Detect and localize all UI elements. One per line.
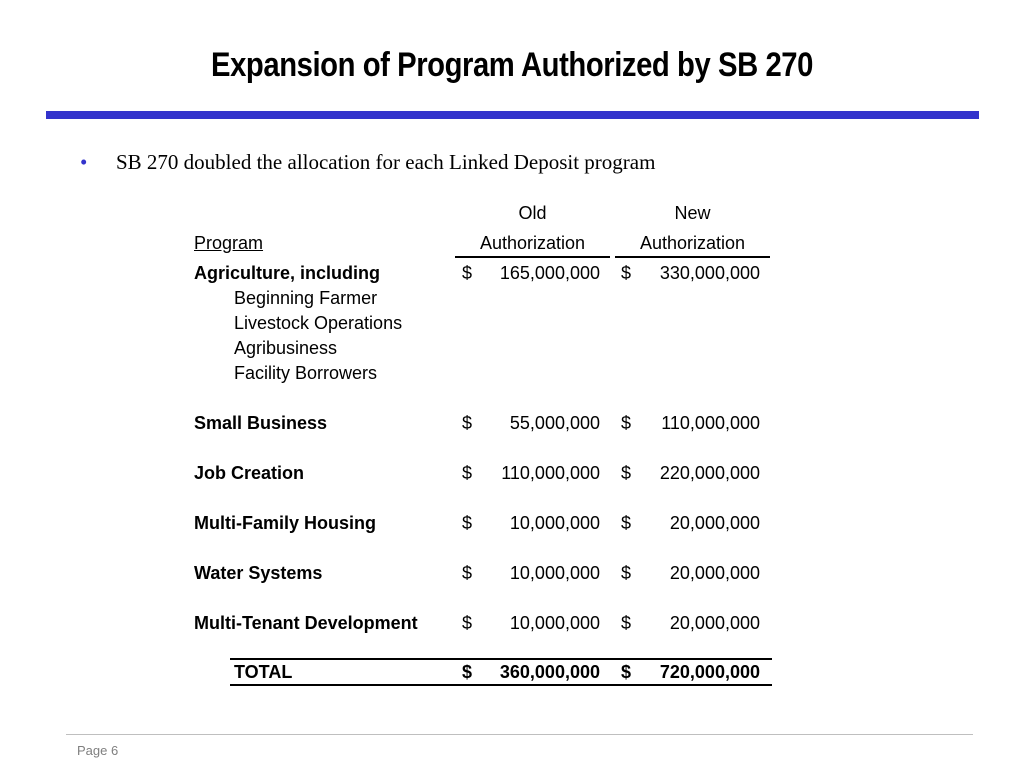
row-old-currency: $ <box>462 263 473 283</box>
old-header-line2: Authorization <box>479 233 586 253</box>
old-header-line1: Old <box>518 203 547 223</box>
row-old-currency: $ <box>462 463 473 483</box>
new-header-line2: Authorization <box>639 233 746 253</box>
subitem-beginning-farmer: Beginning Farmer <box>234 288 378 308</box>
program-column-header: Program <box>194 233 264 253</box>
title-divider <box>46 111 979 119</box>
row-new-currency: $ <box>621 563 632 583</box>
row-old-amount: 10,000,000 <box>509 563 600 583</box>
row-program-multi-family-housing: Multi-Family Housing <box>194 513 376 533</box>
row-new-amount: 330,000,000 <box>659 263 760 283</box>
row-new-currency: $ <box>621 513 632 533</box>
total-new-currency: $ <box>621 662 632 682</box>
row-program-water-systems: Water Systems <box>194 563 323 583</box>
page-number: Page 6 <box>77 743 119 758</box>
page-title: Expansion of Program Authorized by SB 270 <box>211 46 813 84</box>
row-new-amount: 20,000,000 <box>669 563 760 583</box>
subitem-agribusiness: Agribusiness <box>234 338 338 358</box>
bullet-text: SB 270 doubled the allocation for each Linked Deposit program <box>116 150 656 174</box>
total-old-currency: $ <box>462 662 473 682</box>
row-new-amount: 110,000,000 <box>661 413 760 433</box>
bullet-marker: • <box>80 150 88 174</box>
row-new-amount: 220,000,000 <box>659 463 760 483</box>
new-header-underline <box>615 256 770 258</box>
row-program-small-business: Small Business <box>194 413 328 433</box>
row-old-currency: $ <box>462 613 473 633</box>
row-new-currency: $ <box>621 263 632 283</box>
row-new-amount: 20,000,000 <box>669 513 760 533</box>
row-new-currency: $ <box>621 413 632 433</box>
total-top-rule <box>230 658 772 660</box>
row-old-amount: 55,000,000 <box>509 413 600 433</box>
subitem-facility-borrowers: Facility Borrowers <box>234 363 378 383</box>
row-old-amount: 10,000,000 <box>509 613 600 633</box>
new-header-line1: New <box>674 203 711 223</box>
bullet-item <box>80 150 655 175</box>
row-program-multi-tenant-development: Multi-Tenant Development <box>194 613 418 633</box>
row-old-amount: 10,000,000 <box>509 513 600 533</box>
footer-divider <box>66 734 973 735</box>
row-program-agriculture: Agriculture, including <box>194 263 381 283</box>
row-old-amount: 165,000,000 <box>499 263 600 283</box>
row-old-currency: $ <box>462 413 473 433</box>
row-new-currency: $ <box>621 463 632 483</box>
row-old-currency: $ <box>462 563 473 583</box>
row-new-amount: 20,000,000 <box>669 613 760 633</box>
total-bottom-rule <box>230 684 772 686</box>
total-label: TOTAL <box>234 662 293 682</box>
total-old-amount: 360,000,000 <box>499 662 600 682</box>
old-header-underline <box>455 256 610 258</box>
subitem-livestock-operations: Livestock Operations <box>234 313 403 333</box>
row-new-currency: $ <box>621 613 632 633</box>
row-program-job-creation: Job Creation <box>194 463 305 483</box>
row-old-currency: $ <box>462 513 473 533</box>
row-old-amount: 110,000,000 <box>501 463 600 483</box>
total-new-amount: 720,000,000 <box>659 662 760 682</box>
